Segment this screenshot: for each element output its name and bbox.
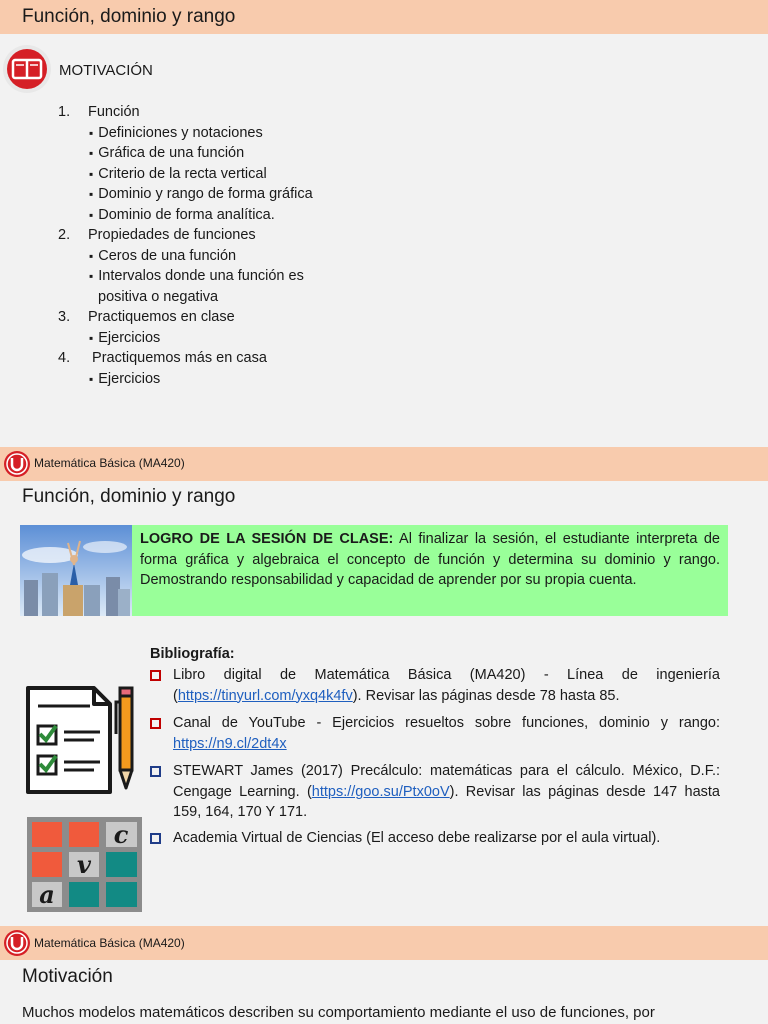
bibliography-item: STEWART James (2017) Precálculo: matemáticas para el cálculo. México, D.F.: Cengage Learning. (https://goo.su/Ptx0oV). Revisar las páginas desde 147 hasta 159, 164, 170 Y 171. xyxy=(150,761,720,823)
table-of-contents xyxy=(58,102,313,389)
achievement-books-image xyxy=(20,525,132,616)
checklist-pencil-icon xyxy=(24,684,144,796)
toc-subitem-continuation: positiva o negativa xyxy=(98,288,219,305)
bibliography-item: Libro digital de Matemática Básica (MA420) - Línea de ingeniería (https://tinyurl.com/yxq4k4fv). Revisar las páginas desde 78 hasta 85. xyxy=(150,665,720,706)
motivation-book-icon xyxy=(2,44,52,94)
toc-subitem: ▪ Ejercicios xyxy=(58,369,313,390)
session-achievement-box xyxy=(132,525,728,616)
toc-item: 2. Propiedades de funciones xyxy=(58,227,256,243)
toc-item: 4. Practiquemos más en casa xyxy=(58,350,267,366)
slide3-title: Motivación xyxy=(22,966,113,987)
toc-item: 3. Practiquemos en clase xyxy=(58,309,235,325)
acv-letter-a: a xyxy=(39,880,55,909)
toc-subitem: ▪ Ejercicios xyxy=(58,328,313,349)
slide1-title: Función, dominio y rango xyxy=(22,6,236,27)
toc-subitem: ▪ Dominio de forma analítica. xyxy=(58,205,313,226)
toc-subitem: ▪ Gráfica de una función xyxy=(58,143,313,164)
blue-checkbox-bullet-icon xyxy=(150,766,161,777)
toc-subitem: ▪ Intervalos donde una función es xyxy=(58,266,313,287)
toc-subitem: ▪ Ceros de una función xyxy=(58,246,313,267)
course-name: Matemática Básica (MA420) xyxy=(34,936,185,950)
bibliography-item: Canal de YouTube - Ejercicios resueltos sobre funciones, dominio y rango: https://n9.cl/2dt4x xyxy=(150,713,720,754)
toc-subitem: ▪ Definiciones y notaciones xyxy=(58,123,313,144)
toc-item: 1. Función xyxy=(58,104,140,120)
bibliography-item: Academia Virtual de Ciencias (El acceso debe realizarse por el aula virtual). xyxy=(150,828,720,849)
achievement-text: Al finalizar la sesión, el estudiante interpreta de forma gráfica y algebraica el concepto de función y determina su dominio y rango. Demostrando responsabilidad y capacidad de aprender por su propia cuenta. xyxy=(140,531,720,588)
blue-checkbox-bullet-icon xyxy=(150,833,161,844)
digital-book-link[interactable]: https://tinyurl.com/yxq4k4fv xyxy=(177,687,353,704)
course-name: Matemática Básica (MA420) xyxy=(34,456,185,470)
motivation-label: MOTIVACIÓN xyxy=(59,62,153,79)
upc-logo-icon xyxy=(3,450,31,478)
bibliography-title: Bibliografía: xyxy=(150,646,235,662)
youtube-channel-link[interactable]: https://n9.cl/2dt4x xyxy=(173,735,287,752)
toc-subitem: ▪ Criterio de la recta vertical xyxy=(58,164,313,185)
achievement-label: LOGRO DE LA SESIÓN DE CLASE: xyxy=(140,531,394,547)
stewart-book-link[interactable]: https://goo.su/Ptx0oV xyxy=(311,783,450,800)
upc-logo-icon xyxy=(3,929,31,957)
toc-subitem: ▪ Dominio y rango de forma gráfica xyxy=(58,184,313,205)
acv-letter-v: v xyxy=(77,850,91,879)
academia-virtual-ciencias-logo xyxy=(27,817,142,912)
red-checkbox-bullet-icon xyxy=(150,718,161,729)
acv-letter-c: c xyxy=(113,820,129,849)
motivation-paragraph: Muchos modelos matemáticos describen su comportamiento mediante el uso de funciones, por xyxy=(22,1004,655,1021)
red-checkbox-bullet-icon xyxy=(150,670,161,681)
slide2-title: Función, dominio y rango xyxy=(22,486,236,507)
